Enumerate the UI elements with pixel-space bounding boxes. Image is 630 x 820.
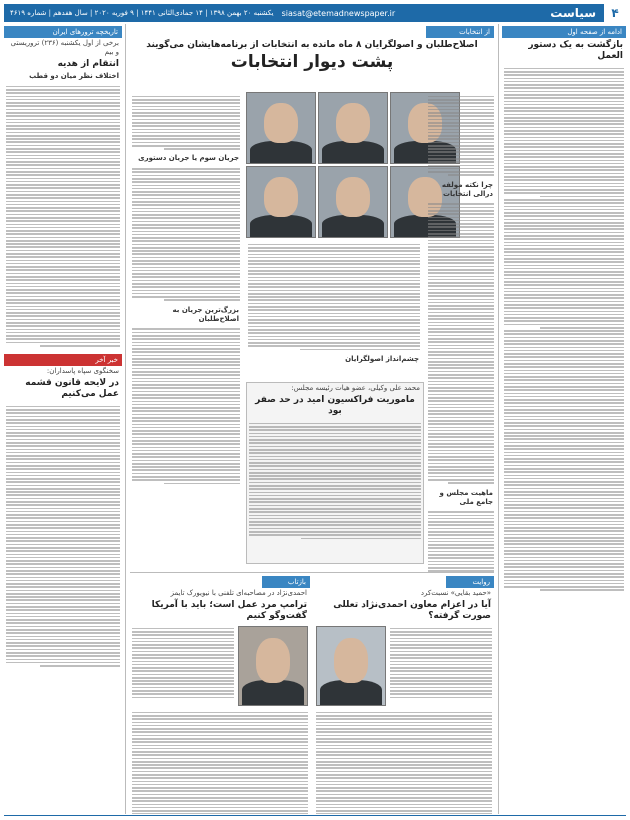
page-header [4, 4, 626, 22]
main-article-col-1 [426, 92, 496, 572]
portrait-photo [318, 92, 388, 164]
article-subhead: چرا نکته مولفه درالی انتخابات [441, 180, 493, 198]
article-subhead: چشم‌انداز اصولگرایان [345, 354, 419, 363]
main-article-col-3 [246, 240, 422, 380]
article-subhead: جریان سوم یا جریان دستوری [138, 154, 239, 163]
story-photo [316, 626, 386, 706]
left-column-tag-2: خبر آخر [4, 354, 122, 366]
left-column [4, 26, 122, 814]
portrait-photo [246, 92, 316, 164]
story-kicker: «حمید بقایی» نسبت‌کرد [420, 589, 491, 597]
main-article-col-2 [130, 92, 242, 572]
main-tag: از انتخابات [426, 26, 494, 38]
column-divider [125, 24, 126, 814]
right-column-tag: ادامه از صفحه اول [502, 26, 626, 38]
story-title: ترامپ مرد عمل است؛ باید با آمریکا گفت‌وگو کنیم [151, 600, 307, 621]
column-divider [498, 24, 499, 814]
page-bottom-rule [4, 815, 626, 816]
section-divider [130, 572, 494, 573]
interview-box [246, 382, 424, 564]
story-title: آیا در اعزام معاون احمدی‌نژاد تعللی صورت گرفته؟ [333, 600, 491, 621]
interview-kicker: محمد علی وکیلی، عضو هیات رئیسه مجلس: [291, 384, 420, 392]
story-tag: بازتاب [262, 576, 310, 588]
right-column [502, 26, 626, 814]
left-column-kicker: برخی از اول یکشنبه (۲۳۶) تروریستی و بیم [10, 39, 119, 56]
left-column-body [4, 82, 122, 350]
right-column-title: بازگشت به یک دستور العمل [528, 40, 623, 61]
portrait-photo [246, 166, 316, 238]
bottom-right-story [314, 576, 494, 814]
main-subtitle: اصلاح‌طلبان و اصولگرایان ۸ ماه مانده به انتخابات از برنامه‌هایشان می‌گویند [146, 40, 478, 50]
story-kicker: احمدی‌نژاد در مصاحبه‌ای تلفنی با نیویورک تایمز [170, 589, 307, 597]
main-headline-area [130, 26, 494, 86]
section-email[interactable]: siasat@etemadnewspaper.ir [281, 8, 396, 18]
left-column-subtitle: اختلاف نظر میان دو قطب [29, 72, 119, 80]
story-tag: روایت [446, 576, 494, 588]
story-photo [238, 626, 308, 706]
issue-date: یکشنبه ۲۰ بهمن ۱۳۹۸ | ۱۴ جمادی‌الثانی ۱۴۴۱ | ۹ فوریه ۲۰۲۰ | سال هفدهم | شماره ۴۶۱۹ [10, 9, 274, 17]
left-column-tag: تاریخچه ترورهای ایران [4, 26, 122, 38]
main-title: پشت دیوار انتخابات [230, 52, 394, 72]
bottom-left-story [130, 576, 310, 814]
article-subhead: ماهیت مجلس و جامع ملی [439, 488, 493, 506]
left-column-title-2: در لایحه قانون قشمه عمل می‌کنیم [25, 378, 119, 400]
left-column-title: انتقام از هدیه [57, 59, 119, 69]
portrait-photo [318, 166, 388, 238]
left-column-kicker-2: سخنگوی سپاه پاسداران: [46, 367, 119, 376]
article-subhead: بزرگ‌ترین جریان به اصلاح‌طلبان [172, 305, 239, 323]
section-title: سیاست [550, 6, 596, 20]
interview-title: ماموریت فراکسیون امید در حد صفر بود [255, 395, 415, 416]
left-column-body-2 [4, 402, 122, 670]
page-number: ۴ [604, 4, 626, 22]
right-column-body [502, 64, 626, 595]
